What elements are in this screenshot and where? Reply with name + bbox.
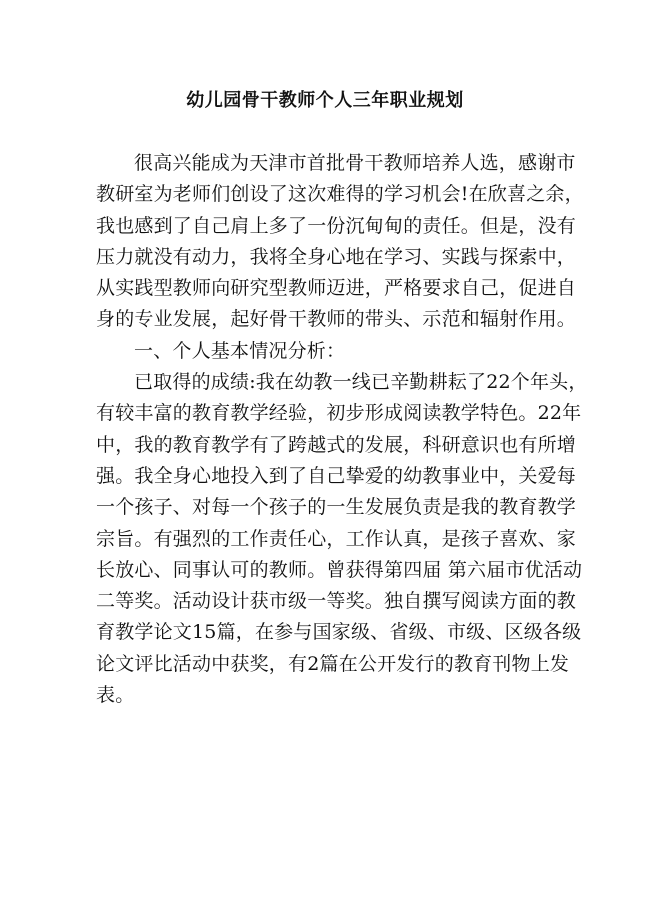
paragraph-2-line-4: 强。我全身心地投入到了自己挚爱的幼教事业中，关爱每 [96,464,577,487]
paragraph-2-line-10: 论文评比活动中获奖，有2篇在公开发行的教育刊物上发 [96,652,570,675]
paragraph-1-line-2: 教研室为老师们创设了这次难得的学习机会!在欣喜之余， [96,183,584,206]
paragraph-2-line-11: 表。 [96,684,135,707]
paragraph-2-line-8: 二等奖。活动设计获市级一等奖。独自撰写阅读方面的教 [96,590,577,613]
document-body [96,148,588,711]
document-title: 幼儿园骨干教师个人三年职业规划 [186,90,464,111]
paragraph-1-line-4: 压力就没有动力，我将全身心地在学习、实践与探索中， [96,245,577,268]
paragraph-1-line-3: 我也感到了自己肩上多了一份沉甸甸的责任。但是，没有 [96,214,577,237]
paragraph-1-line-5: 从实践型教师向研究型教师迈进，严格要求自己，促进自 [96,277,577,300]
paragraph-2-line-6: 宗旨。有强烈的工作责任心，工作认真，是孩子喜欢、家 [96,527,577,550]
section-heading-1: 一、个人基本情况分析： [134,339,346,362]
paragraph-2-line-5: 一个孩子、对每一个孩子的一生发展负责是我的教育教学 [96,496,577,519]
paragraph-1-line-1: 很高兴能成为天津市首批骨干教师培养人选，感谢市 [134,152,576,174]
paragraph-2-line-3: 中，我的教育教学有了跨越式的发展，科研意识也有所增 [96,433,577,456]
paragraph-2-line-9: 育教学论文15篇，在参与国家级、省级、市级、区级各级 [96,621,582,644]
paragraph-2-line-2: 有较丰富的教育教学经验，初步形成阅读教学特色。22年 [96,402,582,425]
paragraph-2-line-7: 长放心、同事认可的教师。曾获得第四届 第六届市优活动 [96,558,583,581]
paragraph-1-line-6: 身的专业发展，起好骨干教师的带头、示范和辐射作用。 [96,308,577,331]
paragraph-2-line-1: 已取得的成绩:我在幼教一线已辛勤耕耘了22个年头， [134,371,588,394]
